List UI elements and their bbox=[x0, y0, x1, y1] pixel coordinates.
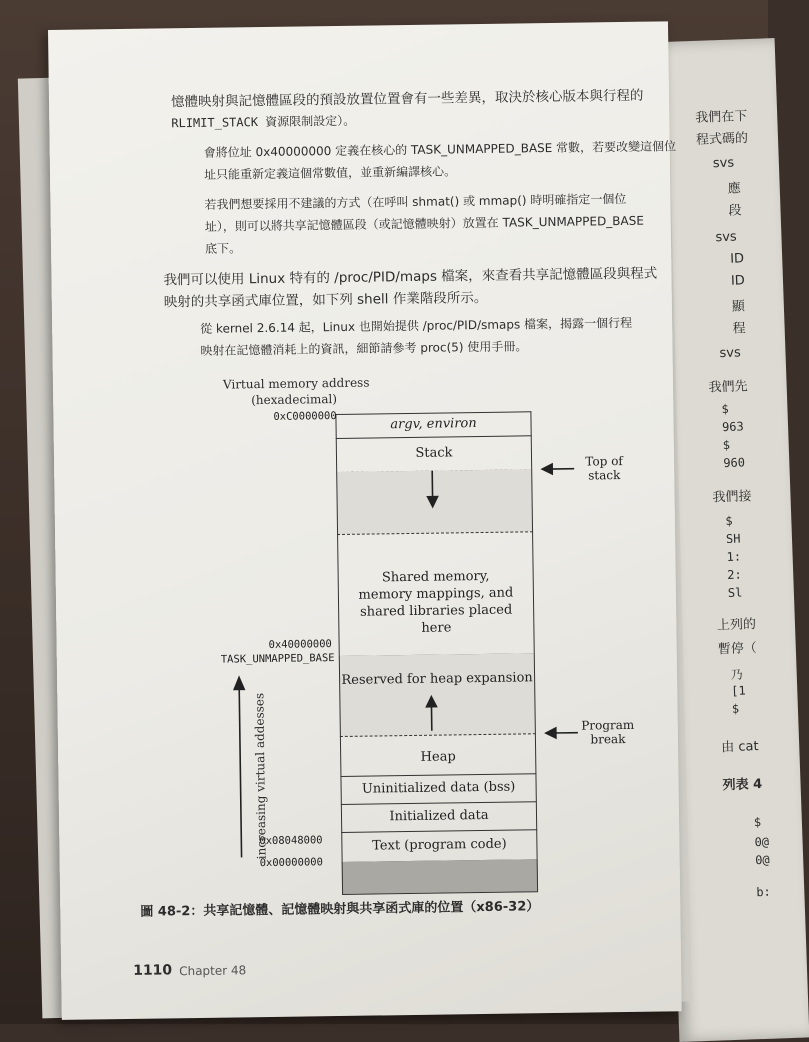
right-page-line: 2: bbox=[727, 568, 742, 582]
right-page-line: 1: bbox=[726, 550, 741, 564]
address-top: 0xC0000000 bbox=[273, 410, 336, 423]
right-page-line: 列表 4 bbox=[722, 773, 762, 793]
right-page-line: SH bbox=[726, 532, 741, 546]
note-line: 會將位址 0x40000000 定義在核心的 TASK_UNMAPPED_BASE 常數，若要改變這個位 bbox=[204, 137, 677, 161]
address-zero: 0x00000000 bbox=[260, 856, 323, 869]
right-page-line: Sl bbox=[728, 586, 743, 600]
segment-initialized-data-label: Initialized data bbox=[342, 806, 536, 826]
top-of-stack-label: Top of stack bbox=[574, 454, 634, 483]
right-page-line: 上列的 bbox=[717, 613, 757, 633]
right-page-line: svs bbox=[713, 156, 735, 172]
right-page-line: 程 bbox=[732, 317, 746, 336]
text-line: RLIMIT_STACK 資源限制設定）。 bbox=[171, 112, 355, 132]
right-page-line: 應 bbox=[727, 177, 741, 196]
text-line: 憶體映射與記憶體區段的預設放置位置會有一些差異，取決於核心版本與行程的 bbox=[171, 84, 644, 111]
note-line: 從 kernel 2.6.14 起，Linux 也開始提供 /proc/PID/smaps 檔案，揭露一個行程 bbox=[200, 314, 632, 337]
vm-address-label-sub: (hexadecimal) bbox=[251, 392, 337, 407]
right-page-line: $ bbox=[722, 438, 730, 452]
chapter-label: Chapter 48 bbox=[179, 963, 246, 978]
right-page-line: 0@ bbox=[754, 835, 769, 849]
segment-argv-label: argv, environ bbox=[336, 414, 530, 434]
book-page bbox=[48, 21, 682, 1020]
diagram-arrows bbox=[48, 21, 682, 1020]
right-page-line: $ bbox=[732, 702, 740, 716]
page-number: 1110 bbox=[133, 962, 172, 979]
right-page-line: $ bbox=[754, 815, 762, 829]
right-page-line: 0@ bbox=[755, 853, 770, 867]
right-page-line: 程式碼的 bbox=[696, 127, 749, 148]
memory-layout-diagram bbox=[48, 21, 682, 1020]
right-page-line: svs bbox=[715, 229, 737, 245]
increasing-address-label: increasing virtual addesses bbox=[252, 686, 269, 866]
note-line: 底下。 bbox=[205, 239, 241, 257]
address-text-start: 0x08048000 bbox=[259, 834, 322, 847]
right-page-line: svs bbox=[719, 345, 741, 361]
right-page-line: ID bbox=[731, 273, 745, 288]
right-page-line: 暫停（ bbox=[717, 637, 757, 657]
text-line: 映射的共享函式庫位置，如下列 shell 作業階段所示。 bbox=[164, 286, 488, 311]
program-break-label: Program break bbox=[578, 718, 638, 747]
right-page-line: 我們在下 bbox=[695, 105, 748, 126]
right-page-line: ID bbox=[730, 251, 744, 266]
right-page-line: 顯 bbox=[731, 295, 745, 314]
right-page-line: 乃 bbox=[730, 666, 743, 683]
segment-text-label: Text (program code) bbox=[342, 835, 536, 855]
right-page-line: [1 bbox=[731, 683, 746, 697]
right-page-line: 我們接 bbox=[712, 485, 752, 505]
text-line: 我們可以使用 Linux 特有的 /proc/PID/maps 檔案，來查看共享記憶體區段與程式 bbox=[163, 262, 657, 289]
segment-stack-label: Stack bbox=[337, 443, 531, 463]
segment-heap-label: Heap bbox=[341, 747, 535, 767]
note-line: 若我們想要採用不建議的方式（在呼叫 shmat() 或 mmap() 時明確指定一個位 bbox=[204, 190, 626, 213]
right-page-line: 由 cat bbox=[721, 735, 759, 755]
right-page-line: b: bbox=[756, 885, 771, 899]
right-page-line: $ bbox=[725, 514, 733, 528]
right-page-line: $ bbox=[721, 402, 729, 416]
segment-reserved-heap-label: Reserved for heap expansion bbox=[340, 669, 534, 689]
right-page-line: 我們先 bbox=[708, 375, 748, 395]
figure-caption: 圖 48-2：共享記憶體、記憶體映射與共享函式庫的位置（x86-32） bbox=[140, 895, 539, 920]
address-task-unmapped-name: TASK_UNMAPPED_BASE bbox=[221, 652, 335, 666]
note-line: 址只能重新定義這個常數值，並重新編譯核心。 bbox=[204, 162, 456, 183]
address-task-unmapped: 0x40000000 bbox=[269, 638, 332, 651]
right-page-line: 段 bbox=[728, 199, 742, 218]
right-page-line: 960 bbox=[723, 455, 745, 470]
vm-address-label: Virtual memory address bbox=[223, 376, 370, 392]
right-page-line: 963 bbox=[722, 419, 744, 434]
segment-bss-label: Uninitialized data (bss) bbox=[342, 778, 536, 798]
note-line: 址），則可以將共享記憶體區段（或記憶體映射）放置在 TASK_UNMAPPED_BASE bbox=[205, 212, 644, 235]
segment-shared-memory-label: Shared memory, memory mappings, and shared libraries placed here bbox=[339, 567, 534, 638]
note-line: 映射在記憶體消耗上的資訊，細節請參考 proc(5) 使用手冊。 bbox=[200, 337, 527, 359]
